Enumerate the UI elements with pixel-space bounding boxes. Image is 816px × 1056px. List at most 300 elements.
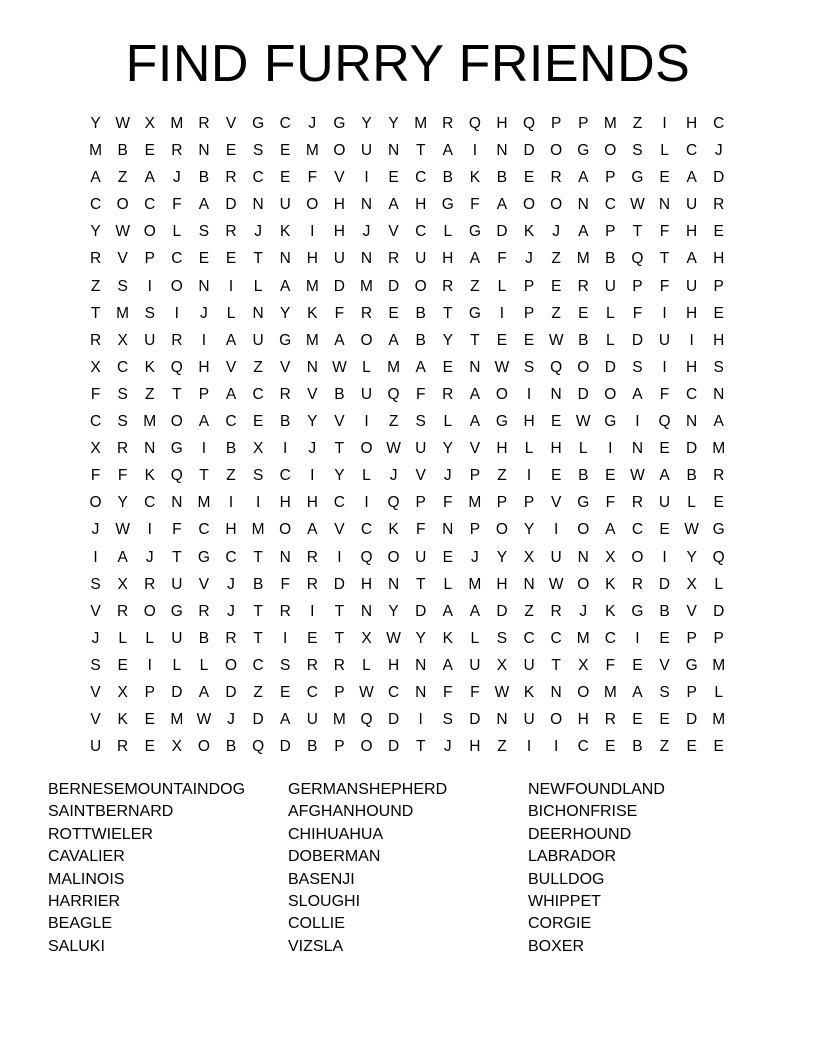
grid-letter[interactable]: P [578,115,589,132]
grid-letter[interactable]: A [632,385,643,403]
grid-letter[interactable]: A [307,521,318,539]
grid-letter[interactable]: D [496,223,508,241]
grid-letter[interactable]: N [577,196,589,214]
grid-letter[interactable]: C [360,521,373,539]
grid-letter[interactable]: X [523,548,535,566]
grid-letter[interactable]: Y [307,413,318,431]
grid-letter[interactable]: R [550,169,562,187]
grid-letter[interactable]: L [606,331,615,349]
grid-letter[interactable]: S [659,683,670,701]
grid-letter[interactable]: X [578,656,589,674]
grid-letter[interactable]: V [334,169,345,187]
grid-letter[interactable]: Q [387,385,400,403]
grid-letter[interactable]: I [662,358,667,376]
grid-letter[interactable]: V [90,711,101,729]
grid-letter[interactable]: U [360,385,373,403]
grid-letter[interactable]: N [415,683,427,701]
grid-letter[interactable]: U [89,738,102,756]
grid-letter[interactable]: R [117,440,129,458]
grid-letter[interactable]: N [550,385,562,403]
grid-letter[interactable]: Y [415,629,426,647]
grid-letter[interactable]: U [360,142,373,160]
grid-letter[interactable]: K [280,223,291,241]
grid-letter[interactable]: I [310,467,315,485]
grid-letter[interactable]: I [147,521,152,539]
grid-letter[interactable]: P [496,494,508,512]
grid-letter[interactable]: N [496,142,508,160]
grid-letter[interactable]: M [468,494,482,512]
grid-letter[interactable]: E [659,169,670,187]
grid-letter[interactable]: E [659,440,670,458]
grid-letter[interactable]: E [280,142,291,160]
grid-letter[interactable]: A [442,656,453,674]
grid-letter[interactable]: L [714,683,724,701]
grid-letter[interactable]: D [387,277,400,295]
grid-letter[interactable]: J [308,440,317,458]
grid-letter[interactable]: T [334,440,345,458]
grid-letter[interactable]: A [117,548,128,566]
grid-letter[interactable]: C [279,115,291,132]
grid-letter[interactable]: D [658,575,671,593]
grid-letter[interactable]: L [172,223,182,241]
grid-letter[interactable]: J [525,250,533,268]
grid-letter[interactable]: Y [442,331,453,349]
grid-letter[interactable]: D [279,738,291,756]
grid-letter[interactable]: F [443,494,453,512]
grid-letter[interactable]: G [468,304,481,322]
grid-letter[interactable]: P [686,683,697,701]
grid-letter[interactable]: G [279,331,292,349]
grid-letter[interactable]: I [364,169,369,187]
grid-letter[interactable]: Y [523,521,535,539]
grid-letter[interactable]: H [225,521,237,539]
grid-letter[interactable]: Y [117,494,128,512]
grid-letter[interactable]: I [499,304,505,322]
grid-letter[interactable]: P [605,169,616,187]
grid-letter[interactable]: I [364,413,369,431]
grid-letter[interactable]: G [441,196,454,214]
grid-letter[interactable]: I [635,629,640,647]
grid-letter[interactable]: D [171,683,183,701]
grid-letter[interactable]: P [198,385,210,403]
grid-letter[interactable]: T [415,738,426,756]
grid-letter[interactable]: H [442,250,454,268]
grid-letter[interactable]: H [333,223,345,241]
grid-letter[interactable]: D [631,331,644,349]
grid-letter[interactable]: O [631,548,644,566]
grid-letter[interactable]: R [144,575,156,593]
grid-letter[interactable]: X [117,683,128,701]
grid-letter[interactable]: X [90,358,101,376]
grid-letter[interactable]: F [605,656,616,674]
grid-letter[interactable]: O [495,385,508,403]
grid-letter[interactable]: O [360,331,373,349]
grid-letter[interactable]: S [252,142,264,160]
grid-letter[interactable]: C [89,413,102,431]
grid-letter[interactable]: E [307,629,318,647]
grid-letter[interactable]: Y [361,115,372,132]
grid-letter[interactable]: P [469,521,481,539]
grid-letter[interactable]: K [523,223,535,241]
grid-letter[interactable]: M [576,629,590,647]
grid-letter[interactable]: N [360,250,373,268]
grid-letter[interactable]: A [469,413,481,431]
grid-letter[interactable]: L [714,575,724,593]
grid-letter[interactable]: O [170,277,183,295]
grid-letter[interactable]: O [495,521,508,539]
grid-letter[interactable]: M [712,440,726,458]
grid-letter[interactable]: A [605,521,616,539]
letter-grid[interactable] [82,110,732,760]
grid-letter[interactable]: L [199,656,209,674]
grid-letter[interactable]: M [712,711,726,729]
grid-letter[interactable]: S [632,142,643,160]
grid-letter[interactable]: T [415,142,426,160]
grid-letter[interactable]: H [306,250,318,268]
grid-letter[interactable]: H [496,115,508,132]
grid-letter[interactable]: P [144,250,155,268]
grid-letter[interactable]: C [198,521,210,539]
grid-letter[interactable]: F [172,196,182,214]
grid-letter[interactable]: M [712,656,726,674]
grid-letter[interactable]: H [496,575,508,593]
grid-letter[interactable]: D [333,277,345,295]
grid-letter[interactable]: D [469,711,481,729]
grid-letter[interactable]: Q [550,358,563,376]
grid-letter[interactable]: V [550,494,562,512]
grid-letter[interactable]: V [659,656,670,674]
grid-letter[interactable]: I [472,142,478,160]
grid-letter[interactable]: M [332,711,346,729]
grid-letter[interactable]: N [658,196,671,214]
grid-letter[interactable]: I [662,304,667,322]
grid-letter[interactable]: S [144,304,155,322]
grid-letter[interactable]: Q [631,250,644,268]
grid-letter[interactable]: B [415,331,426,349]
grid-letter[interactable]: W [548,331,564,349]
grid-letter[interactable]: O [387,548,400,566]
grid-letter[interactable]: C [713,115,725,132]
grid-letter[interactable]: T [551,656,561,674]
grid-letter[interactable]: Y [90,223,101,241]
grid-letter[interactable]: O [89,494,102,512]
grid-letter[interactable]: A [415,358,426,376]
grid-letter[interactable]: X [90,440,101,458]
grid-letter[interactable]: H [306,494,318,512]
grid-letter[interactable]: V [225,115,237,132]
grid-letter[interactable]: R [198,602,210,620]
grid-letter[interactable]: T [199,467,209,485]
grid-letter[interactable]: U [415,548,427,566]
grid-letter[interactable]: W [684,521,699,539]
grid-letter[interactable]: A [442,602,453,620]
grid-letter[interactable]: I [526,467,532,485]
grid-letter[interactable]: D [577,385,589,403]
grid-letter[interactable]: B [496,169,508,187]
grid-letter[interactable]: E [144,711,155,729]
grid-letter[interactable]: F [632,304,643,322]
grid-letter[interactable]: E [117,656,128,674]
grid-letter[interactable]: J [254,223,262,241]
grid-letter[interactable]: L [606,304,615,322]
grid-letter[interactable]: Q [360,548,373,566]
grid-letter[interactable]: N [198,277,210,295]
grid-letter[interactable]: T [415,575,426,593]
grid-letter[interactable]: C [415,223,427,241]
grid-letter[interactable]: U [252,331,264,349]
grid-letter[interactable]: O [333,142,346,160]
grid-letter[interactable]: Q [468,115,481,132]
grid-letter[interactable]: R [198,115,210,132]
grid-letter[interactable]: Z [226,467,236,485]
grid-letter[interactable]: C [252,656,264,674]
grid-letter[interactable]: E [713,304,724,322]
grid-letter[interactable]: P [686,629,697,647]
grid-letter[interactable]: D [387,738,400,756]
grid-letter[interactable]: T [172,548,182,566]
grid-letter[interactable]: Z [524,602,534,620]
grid-letter[interactable]: X [686,575,697,593]
grid-letter[interactable]: E [442,358,453,376]
grid-letter[interactable]: B [198,629,210,647]
grid-letter[interactable]: C [604,196,616,214]
grid-letter[interactable]: Z [117,169,128,187]
grid-letter[interactable]: Y [496,548,508,566]
grid-letter[interactable]: M [143,413,157,431]
grid-letter[interactable]: D [252,711,264,729]
grid-letter[interactable]: M [170,711,184,729]
grid-letter[interactable]: M [305,277,319,295]
grid-letter[interactable]: J [443,467,452,485]
grid-letter[interactable]: Y [90,115,101,132]
grid-letter[interactable]: A [225,385,237,403]
grid-letter[interactable]: U [469,656,481,674]
grid-letter[interactable]: U [523,656,535,674]
grid-letter[interactable]: S [117,413,128,431]
grid-letter[interactable]: H [387,656,400,674]
grid-letter[interactable]: R [117,602,129,620]
grid-letter[interactable]: S [523,358,535,376]
grid-letter[interactable]: E [632,656,643,674]
grid-letter[interactable]: N [469,358,481,376]
grid-letter[interactable]: X [496,656,508,674]
grid-letter[interactable]: C [89,196,102,214]
grid-letter[interactable]: T [659,250,670,268]
grid-letter[interactable]: X [144,115,155,132]
grid-letter[interactable]: X [171,738,182,756]
grid-letter[interactable]: L [362,656,371,674]
grid-letter[interactable]: I [310,223,315,241]
grid-letter[interactable]: B [578,331,589,349]
grid-letter[interactable]: K [307,304,318,322]
grid-letter[interactable]: D [604,358,616,376]
grid-letter[interactable]: G [170,602,183,620]
grid-letter[interactable]: O [197,738,210,756]
grid-letter[interactable]: V [469,440,481,458]
grid-letter[interactable]: C [631,521,644,539]
grid-letter[interactable]: O [577,358,590,376]
grid-letter[interactable]: P [550,115,562,132]
grid-letter[interactable]: I [255,494,261,512]
grid-letter[interactable]: G [604,413,617,431]
grid-letter[interactable]: J [443,738,452,756]
grid-letter[interactable]: W [115,115,130,132]
grid-letter[interactable]: K [144,467,155,485]
grid-letter[interactable]: S [117,385,128,403]
grid-letter[interactable]: Q [712,548,725,566]
grid-letter[interactable]: L [578,440,588,458]
grid-letter[interactable]: W [630,196,645,214]
grid-letter[interactable]: F [659,223,670,241]
grid-letter[interactable]: G [197,548,210,566]
grid-letter[interactable]: E [686,738,697,756]
grid-letter[interactable]: E [632,711,643,729]
grid-letter[interactable]: C [252,169,264,187]
grid-letter[interactable]: D [333,575,345,593]
grid-letter[interactable]: Y [280,304,291,322]
grid-letter[interactable]: C [279,467,291,485]
grid-letter[interactable]: K [605,575,616,593]
grid-letter[interactable]: F [659,277,670,295]
grid-letter[interactable]: R [442,385,454,403]
grid-letter[interactable]: N [523,575,535,593]
grid-letter[interactable]: F [172,521,182,539]
grid-letter[interactable]: A [659,467,670,485]
grid-letter[interactable]: L [470,629,480,647]
grid-letter[interactable]: L [443,223,453,241]
grid-letter[interactable]: C [604,629,616,647]
grid-letter[interactable]: V [280,358,291,376]
grid-letter[interactable]: N [686,413,698,431]
grid-letter[interactable]: F [415,385,426,403]
grid-letter[interactable]: D [415,602,427,620]
grid-letter[interactable]: U [171,575,183,593]
grid-letter[interactable]: U [306,711,318,729]
grid-letter[interactable]: H [686,115,698,132]
grid-letter[interactable]: O [360,440,373,458]
grid-letter[interactable]: E [659,521,670,539]
grid-letter[interactable]: E [605,467,616,485]
grid-letter[interactable]: M [576,250,590,268]
grid-letter[interactable]: G [685,656,698,674]
grid-letter[interactable]: I [662,115,667,132]
grid-letter[interactable]: N [306,358,318,376]
grid-letter[interactable]: P [523,304,535,322]
grid-letter[interactable]: I [553,521,559,539]
grid-letter[interactable]: I [228,494,234,512]
grid-letter[interactable]: B [117,142,128,160]
grid-letter[interactable]: J [362,223,371,241]
grid-letter[interactable]: G [333,115,346,132]
grid-letter[interactable]: V [334,521,345,539]
grid-letter[interactable]: L [497,277,507,295]
grid-letter[interactable]: E [659,629,670,647]
grid-letter[interactable]: H [713,250,725,268]
grid-letter[interactable]: N [713,385,725,403]
grid-letter[interactable]: U [333,250,345,268]
grid-letter[interactable]: B [334,385,345,403]
grid-letter[interactable]: Z [145,385,155,403]
grid-letter[interactable]: E [388,169,399,187]
grid-letter[interactable]: O [550,142,563,160]
grid-letter[interactable]: I [201,331,207,349]
grid-letter[interactable]: R [713,196,725,214]
grid-letter[interactable]: N [171,494,183,512]
grid-letter[interactable]: B [307,738,318,756]
grid-letter[interactable]: N [577,548,589,566]
grid-letter[interactable]: W [115,521,130,539]
grid-letter[interactable]: O [306,196,319,214]
grid-letter[interactable]: A [144,169,155,187]
grid-letter[interactable]: F [443,683,453,701]
grid-letter[interactable]: B [415,304,426,322]
grid-letter[interactable]: N [144,440,156,458]
grid-letter[interactable]: O [224,656,238,674]
grid-letter[interactable]: L [660,142,669,160]
grid-letter[interactable]: B [632,738,643,756]
grid-letter[interactable]: R [279,385,291,403]
grid-letter[interactable]: I [337,548,342,566]
grid-letter[interactable]: R [279,602,291,620]
grid-letter[interactable]: N [252,196,264,214]
grid-letter[interactable]: E [252,413,264,431]
grid-letter[interactable]: C [117,358,129,376]
grid-letter[interactable]: T [253,602,263,620]
grid-letter[interactable]: D [686,440,698,458]
grid-letter[interactable]: E [713,738,724,756]
grid-letter[interactable]: A [280,277,291,295]
grid-letter[interactable]: C [387,683,400,701]
grid-letter[interactable]: R [306,548,318,566]
grid-letter[interactable]: W [575,413,591,431]
grid-letter[interactable]: V [198,575,210,593]
grid-letter[interactable]: A [578,169,589,187]
grid-letter[interactable]: M [89,142,102,160]
grid-letter[interactable]: R [306,575,318,593]
grid-letter[interactable]: O [170,413,183,431]
grid-letter[interactable]: S [713,358,724,376]
grid-letter[interactable]: C [415,169,427,187]
grid-letter[interactable]: A [388,196,399,214]
grid-letter[interactable]: R [333,656,345,674]
grid-letter[interactable]: P [523,277,535,295]
grid-letter[interactable]: R [387,250,400,268]
grid-letter[interactable]: Z [659,738,670,756]
grid-letter[interactable]: I [689,331,694,349]
grid-letter[interactable]: N [360,602,373,620]
grid-letter[interactable]: H [198,358,210,376]
grid-letter[interactable]: O [116,196,129,214]
grid-letter[interactable]: P [605,223,616,241]
grid-letter[interactable]: J [714,142,723,160]
grid-letter[interactable]: F [307,169,318,187]
grid-letter[interactable]: S [632,358,643,376]
grid-letter[interactable]: M [360,277,373,295]
grid-letter[interactable]: R [225,223,237,241]
grid-letter[interactable]: L [172,656,182,674]
grid-letter[interactable]: N [198,142,210,160]
grid-letter[interactable]: D [225,196,237,214]
grid-letter[interactable]: J [552,223,561,241]
grid-letter[interactable]: H [360,575,373,593]
grid-letter[interactable]: M [251,521,265,539]
grid-letter[interactable]: Y [334,467,345,485]
grid-letter[interactable]: W [386,440,401,458]
grid-letter[interactable]: F [497,250,507,268]
grid-letter[interactable]: W [359,683,374,701]
grid-letter[interactable]: L [443,413,453,431]
grid-letter[interactable]: T [172,385,182,403]
